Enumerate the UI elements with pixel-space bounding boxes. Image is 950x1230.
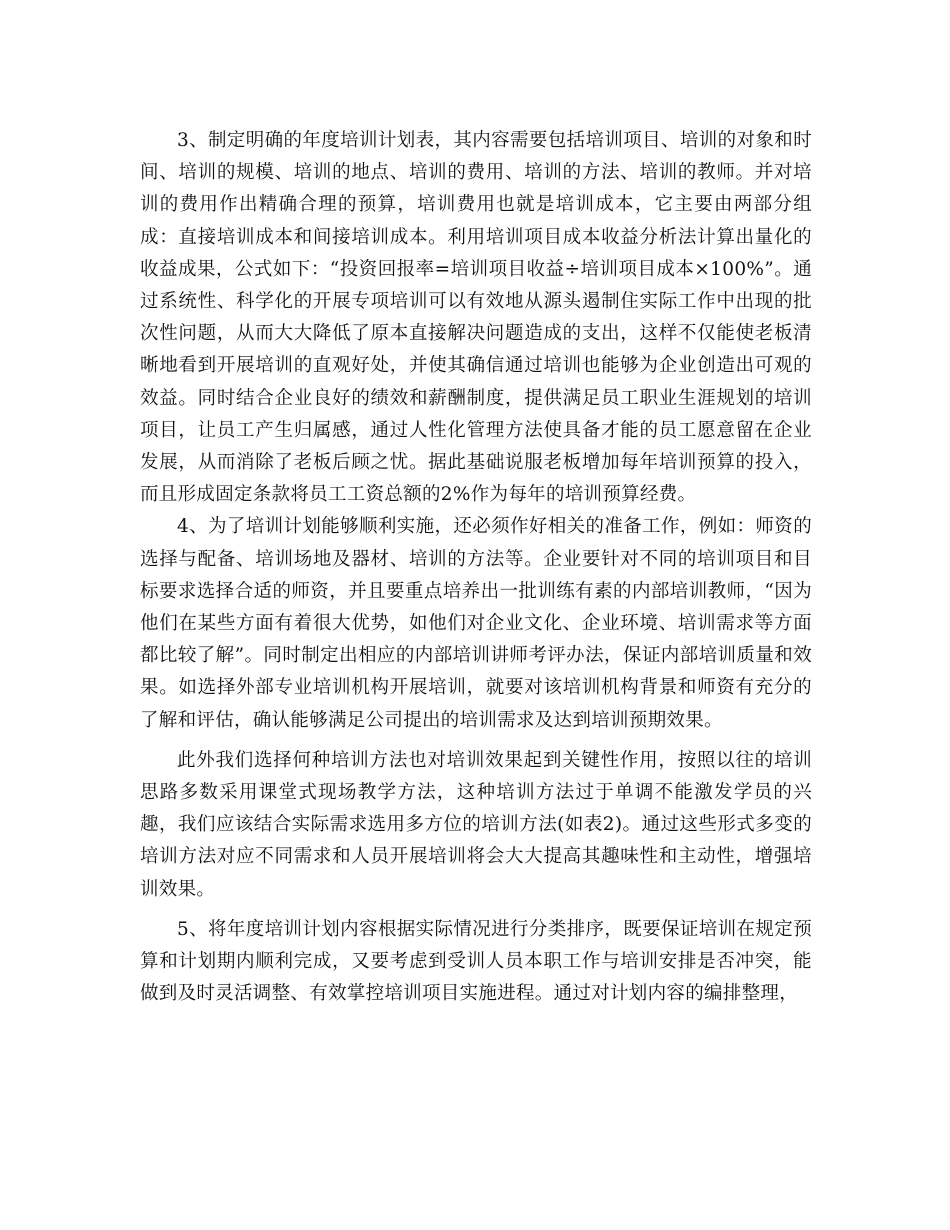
paragraph-scheduling: 5、将年度培训计划内容根据实际情况进行分类排序，既要保证培训在规定预算和计划期内顺利完成，又要考虑到受训人员本职工作与培训安排是否冲突，能做到及时灵活调整、有效掌控培训项目实施进程。通过对计划内容的编排整理， (140, 918, 812, 1005)
paragraph-preparation: 4、为了培训计划能够顺利实施，还必须作好相关的准备工作，例如：师资的选择与配备、培训场地及器材、培训的方法等。企业要针对不同的培训项目和目标要求选择合适的师资，并且要重点培养出一批训练有素的内部培训教师，“因为他们在某些方面有着很大优势，如他们对企业文化、企业环境、培训需求等方面都比较了解”。同时制定出相应的内部培训讲师考评办法，保证内部培训质量和效果。如选择外部专业培训机构开展培训，就要对该培训机构背景和师资有充分的了解和评估，确认能够满足公司提出的培训需求及达到培训预期效果。 (140, 516, 812, 731)
document-body (140, 125, 812, 1010)
paragraph-training-methods: 此外我们选择何种培训方法也对培训效果起到关键性作用，按照以往的培训思路多数采用课堂式现场教学方法，这种培训方法过于单调不能激发学员的兴趣，我们应该结合实际需求选用多方位的培训方法(如表2)。通过这些形式多变的培训方法对应不同需求和人员开展培训将会大大提高其趣味性和主动性，增强培训效果。 (140, 749, 812, 900)
paragraph-training-plan: 3、制定明确的年度培训计划表，其内容需要包括培训项目、培训的对象和时间、培训的规模、培训的地点、培训的费用、培训的方法、培训的教师。并对培训的费用作出精确合理的预算，培训费用也就是培训成本，它主要由两部分组成：直接培训成本和间接培训成本。利用培训项目成本收益分析法计算出量化的收益成果，公式如下：“投资回报率=培训项目收益÷培训项目成本×100%”。通过系统性、科学化的开展专项培训可以有效地从源头遏制住实际工作中出现的批次性问题，从而大大降低了原本直接解决问题造成的支出，这样不仅能使老板清晰地看到开展培训的直观好处，并使其确信通过培训也能够为企业创造出可观的效益。同时结合企业良好的绩效和薪酬制度，提供满足员工职业生涯规划的培训项目，让员工产生归属感，通过人性化管理方法使具备才能的员工愿意留在企业发展，从而消除了老板后顾之忧。据此基础说服老板增加每年培训预算的投入，而且形成固定条款将员工工资总额的2%作为每年的培训预算经费。 (140, 130, 812, 506)
